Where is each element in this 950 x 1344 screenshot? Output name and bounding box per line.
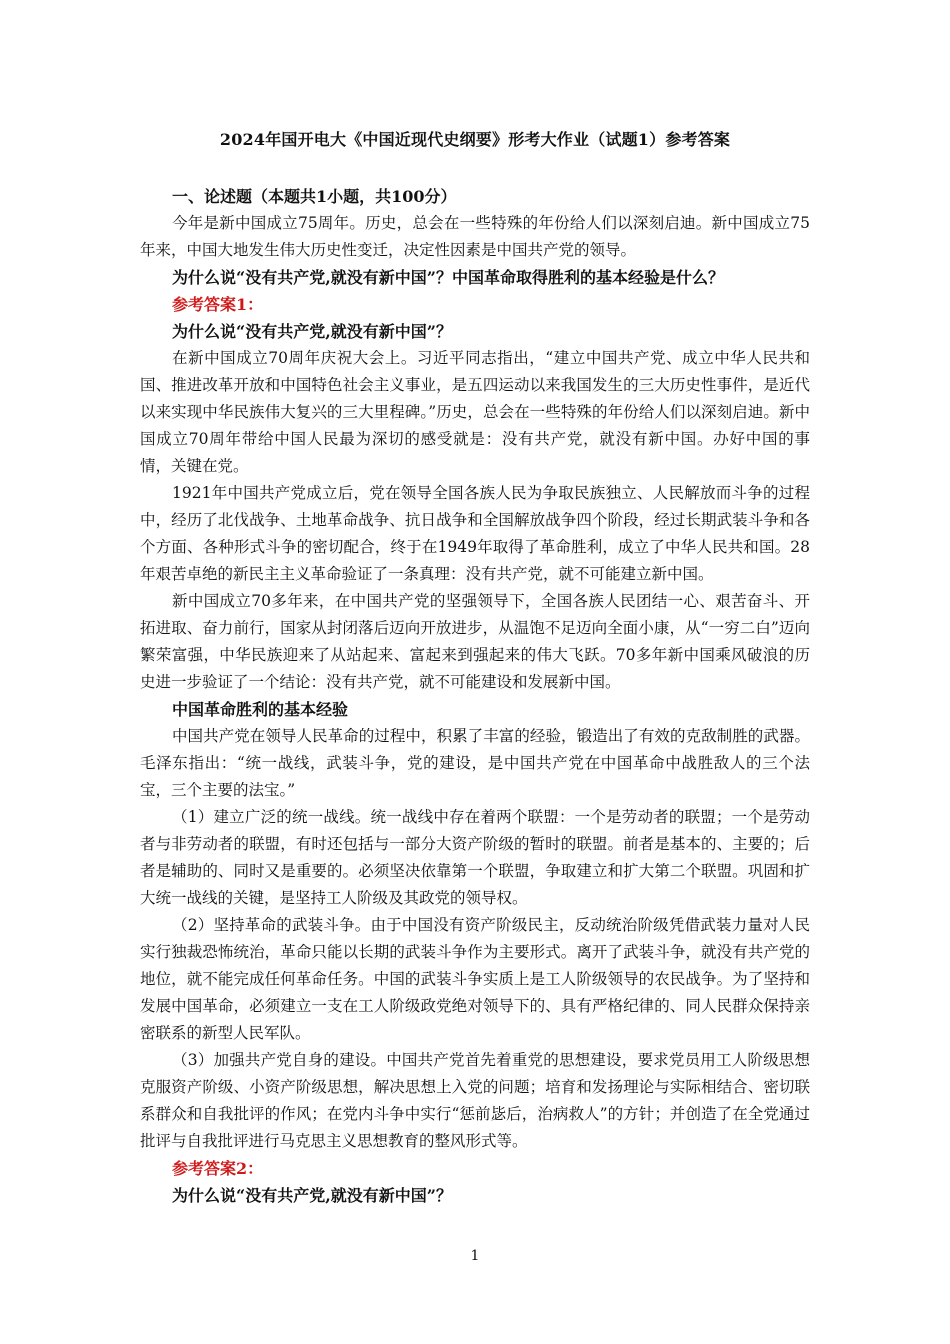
answer1-label: 参考答案1： [172,295,264,314]
answer1-subheading-why: 为什么说“没有共产党,就没有新中国”？ [172,322,452,341]
answer1-paragraph: 1921年中国共产党成立后，党在领导全国各族人民为争取民族独立、人民解放而斗争的过程中，经历了北伐战争、土地革命战争、抗日战争和全国解放战争四个阶段，经过长期武装斗争和各个方面、各种形式斗争的密切配合，终于在1949年取得了革命胜利，成立了中华人民共和国。28年艰苦卓绝的新民主主义革命验证了一条真理：没有共产党，就不可能建立新中国。 [140,484,810,583]
answer2-label: 参考答案2： [172,1159,264,1178]
experience-paragraph: 中国共产党在领导人民革命的过程中，积累了丰富的经验，锻造出了有效的克敌制胜的武器。毛泽东指出：“统一战线，武装斗争，党的建设，是中国共产党在中国革命中战胜敌人的三个法宝，三个主要的法宝。” [140,727,810,799]
experience-paragraph: （1）建立广泛的统一战线。统一战线中存在着两个联盟：一个是劳动者的联盟；一个是劳动者与非劳动者的联盟，有时还包括与一部分大资产阶级的暂时的联盟。前者是基本的、主要的；后者是辅助的、同时又是重要的。必须坚决依靠第一个联盟，争取建立和扩大第二个联盟。巩固和扩大统一战线的关键，是坚持工人阶级及其政党的领导权。 [140,808,810,907]
document-title: 2024年国开电大《中国近现代史纲要》形考大作业（试题1）参考答案 [219,130,731,149]
page-number: 1 [470,1248,480,1264]
experience-paragraph: （3）加强共产党自身的建设。中国共产党首先着重党的思想建设，要求党员用工人阶级思想克服资产阶级、小资产阶级思想，解决思想上入党的问题；培育和发扬理论与实际相结合、密切联系群众和自我批评的作风；在党内斗争中实行“惩前毖后，治病救人”的方针；并创造了在全党通过批评与自我批评进行马克思主义思想教育的整风形式等。 [140,1051,810,1150]
answer1-paragraph: 新中国成立70多年来，在中国共产党的坚强领导下，全国各族人民团结一心、艰苦奋斗、开拓进取、奋力前行，国家从封闭落后迈向开放进步，从温饱不足迈向全面小康，从“一穷二白”迈向繁荣富强，中华民族迎来了从站起来、富起来到强起来的伟大飞跃。70多年新中国乘风破浪的历史进一步验证了一个结论：没有共产党，就不可能建设和发展新中国。 [140,592,810,691]
intro-paragraph: 今年是新中国成立75周年。历史，总会在一些特殊的年份给人们以深刻启迪。新中国成立75年来，中国大地发生伟大历史性变迁，决定性因素是中国共产党的领导。 [140,214,810,259]
document-content [140,126,810,1209]
answer1-paragraph: 在新中国成立70周年庆祝大会上。习近平同志指出，“建立中国共产党、成立中华人民共和国、推进改革开放和中国特色社会主义事业，是五四运动以来我国发生的三大历史性事件，是近代以来实现中华民族伟大复兴的三大里程碑。”历史，总会在一些特殊的年份给人们以深刻启迪。新中国成立70周年带给中国人民最为深切的感受就是：没有共产党，就没有新中国。办好中国的事情，关键在党。 [140,349,810,475]
experience-paragraph: （2）坚持革命的武装斗争。由于中国没有资产阶级民主，反动统治阶级凭借武装力量对人民实行独裁恐怖统治，革命只能以长期的武装斗争作为主要形式。离开了武装斗争，就没有共产党的地位，就不能完成任何革命任务。中国的武装斗争实质上是工人阶级领导的农民战争。为了坚持和发展中国革命，必须建立一支在工人阶级政党绝对领导下的、具有严格纪律的、同人民群众保持亲密联系的新型人民军队。 [140,916,810,1042]
question-text: 为什么说“没有共产党,就没有新中国”？中国革命取得胜利的基本经验是什么？ [172,268,724,287]
section-heading: 一、论述题（本题共1小题，共100分） [172,187,457,206]
answer1-subheading-experience: 中国革命胜利的基本经验 [172,700,349,719]
answer2-subheading-why: 为什么说“没有共产党,就没有新中国”？ [172,1186,452,1205]
